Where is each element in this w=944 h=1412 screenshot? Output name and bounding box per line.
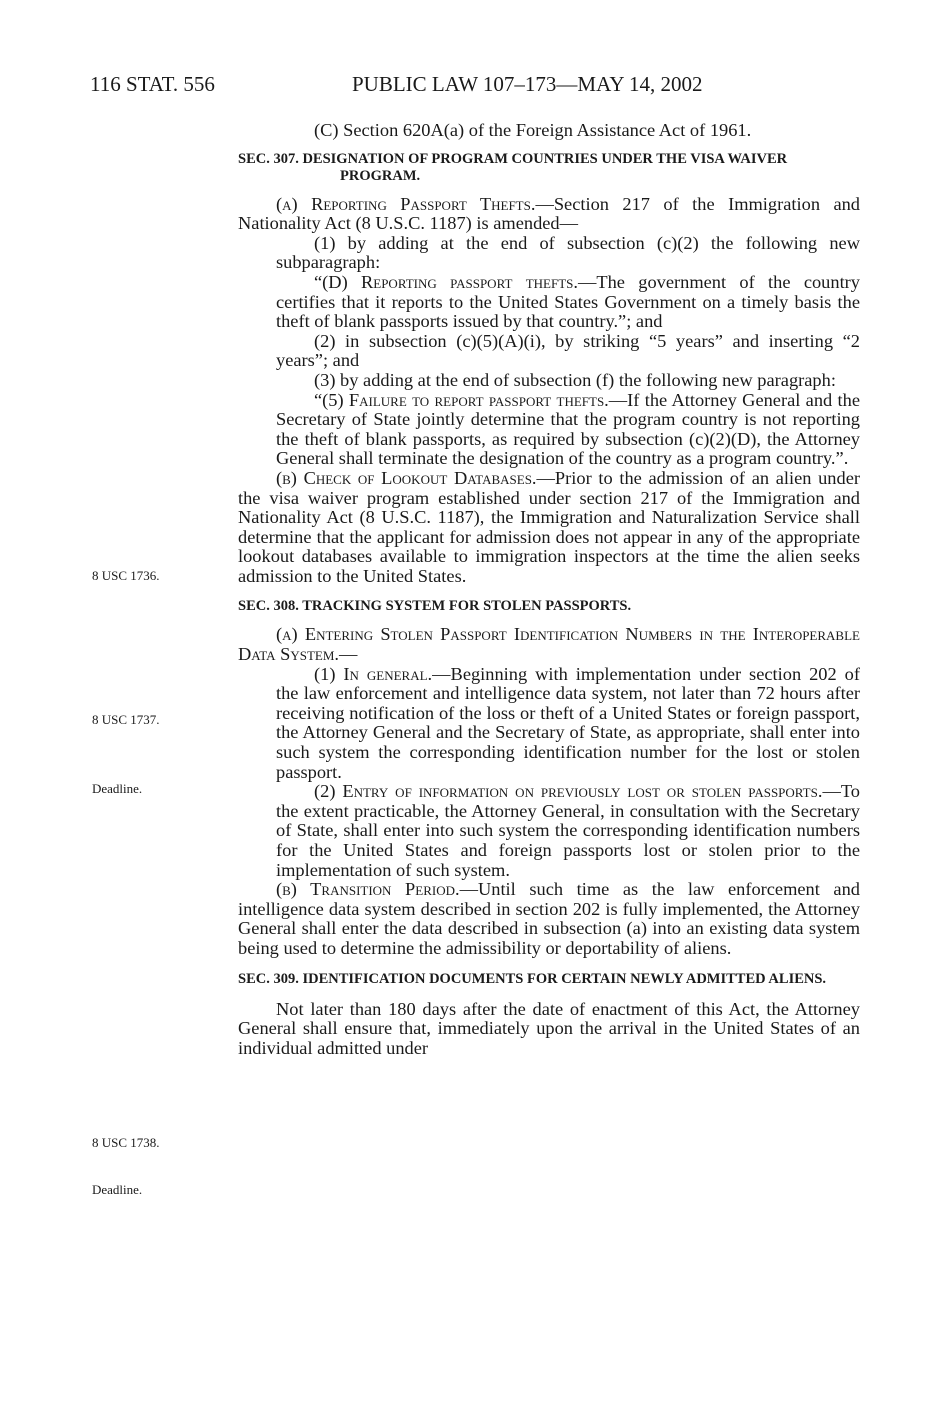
statute-page-number: 116 STAT. 556 <box>90 72 215 96</box>
paragraph-307-a1: (1) by adding at the end of subsection (c)(2) the following new subparagraph: <box>276 232 860 273</box>
paragraph-text: — <box>339 644 358 665</box>
subsection-heading: (b) Transition Period. <box>276 879 460 900</box>
paragraph-308-a2 <box>238 782 860 880</box>
paragraph-308-a1 <box>238 665 860 783</box>
margin-note-usc-1736: 8 USC 1736. <box>92 568 160 583</box>
subsection-heading: (a) Reporting Passport Thefts. <box>276 193 536 214</box>
public-law-title: PUBLIC LAW 107–173—MAY 14, 2002 <box>352 72 703 96</box>
paragraph-text: —Section 217 of the Immigration and Nationality Act (8 U.S.C. 1187) is amended— <box>238 193 860 234</box>
paragraph-307-b <box>238 469 860 587</box>
paragraph-text: —Prior to the admission of an alien under the visa waiver program established under section 217 of the Immigration and Nationality Act (8 U.S.C. 1187), the Immigration and Naturalization Service shall determine that the applicant for admission does not appear in any of the appropriate lookout databases available to immigration inspectors at the time the alien seeks admission to the United States. <box>238 467 860 586</box>
paragraph-309: Not later than 180 days after the date of enactment of this Act, the Attorney General shall ensure that, immediately upon the arrival in the United States of an individual admitted under <box>238 998 860 1058</box>
paragraph-text: —If the Attorney General and the Secretary of State jointly determine that the program country is not reporting the theft of blank passports, as required by subsection (c)(2)(D), the Attorney General shall terminate the designation of the country as a program country.”. <box>276 389 860 469</box>
paragraph-307-a2: (2) in subsection (c)(5)(A)(i), by striking “5 years” and inserting “2 years”; and <box>276 330 860 371</box>
subsection-heading: (b) Check of Lookout Databases. <box>276 467 537 488</box>
paragraph-308-a <box>238 625 860 664</box>
document-body <box>238 121 860 1058</box>
paragraph-307-f5 <box>238 391 860 469</box>
paragraph-heading: (2) Entry of information on previously lost or stolen passports. <box>314 781 823 802</box>
paragraph-text: —Beginning with implementation under section 202 of the law enforcement and intelligence data system, not later than 72 hours after receiving notification of the loss or theft of a United States or foreign passport, the Attorney General and the Secretary of State, as appropriate, shall enter into such system the corresponding identification number for the lost or stolen passport. <box>276 663 860 782</box>
paragraph-text: —To the extent practicable, the Attorney General, in consultation with the Secretary of State, shall enter into such system the corresponding identification numbers for the United States and foreign passports lost or stolen prior to the implementation of such system. <box>276 781 860 880</box>
paragraph-heading: (1) In general. <box>314 663 433 684</box>
paragraph-308-b <box>238 880 860 958</box>
paragraph-text: —Until such time as the law enforcement and intelligence data system described in section 202 is fully implemented, the Attorney General shall enter the data described in subsection (a) into an existing data system being used to determine the admissibility or deportability of aliens. <box>238 879 860 958</box>
section-heading-307: SEC. 307. DESIGNATION OF PROGRAM COUNTRIES UNDER THE VISA WAIVER PROGRAM. <box>238 150 788 184</box>
margin-note-deadline: Deadline. <box>92 781 143 796</box>
paragraph-item-c: (C) Section 620A(a) of the Foreign Assistance Act of 1961. <box>314 120 752 140</box>
paragraph-heading: “(5) Failure to report passport thefts. <box>314 389 609 410</box>
margin-note-usc-1737: 8 USC 1737. <box>92 712 160 727</box>
section-heading-308: SEC. 308. TRACKING SYSTEM FOR STOLEN PASSPORTS. <box>238 598 632 615</box>
paragraph-307-a <box>238 195 860 234</box>
subsection-heading: (a) Entering Stolen Passport Identification Numbers in the Interoperable Data System. <box>238 624 860 665</box>
paragraph-307-a3: (3) by adding at the end of subsection (f) the following new paragraph: <box>314 369 836 390</box>
section-heading-309: SEC. 309. IDENTIFICATION DOCUMENTS FOR CERTAIN NEWLY ADMITTED ALIENS. <box>238 970 827 987</box>
paragraph-text: —The government of the country certifies that it reports to the United States Government on a timely basis the theft of blank passports issued by that country.”; and <box>276 271 860 332</box>
subparagraph-heading: “(D) Reporting passport thefts. <box>314 271 578 292</box>
margin-note-usc-1738: 8 USC 1738. <box>92 1135 160 1150</box>
running-header <box>90 72 860 102</box>
paragraph-307-d <box>238 273 860 332</box>
margin-note-deadline: Deadline. <box>92 1182 143 1197</box>
